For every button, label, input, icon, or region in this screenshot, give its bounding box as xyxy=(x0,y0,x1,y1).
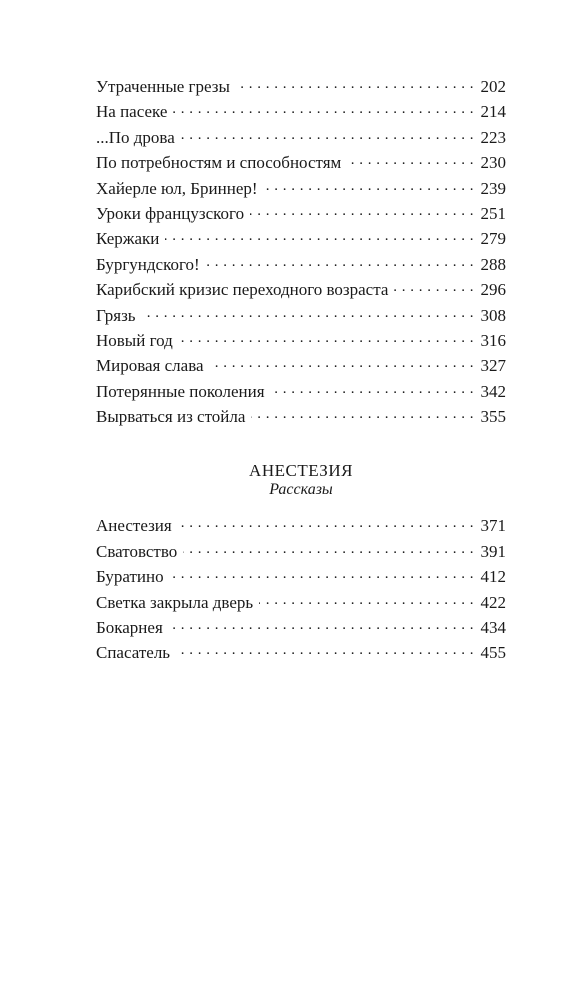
toc-leader-dots xyxy=(259,590,474,608)
toc-entry-page: 455 xyxy=(480,643,506,663)
toc-entry-page: 342 xyxy=(480,381,506,401)
toc-entry[interactable] xyxy=(96,277,506,302)
toc-leader-dots xyxy=(165,226,474,244)
toc-entry-page: 327 xyxy=(480,356,506,376)
toc-entry-page: 239 xyxy=(480,178,506,198)
toc-leader-dots xyxy=(181,125,474,143)
toc-entry[interactable] xyxy=(96,590,506,615)
toc-leader-dots xyxy=(394,277,474,295)
toc-entry-title: Бургундского! xyxy=(96,254,200,274)
toc-leader-dots xyxy=(210,353,474,371)
toc-entry[interactable] xyxy=(96,176,506,201)
toc-entry-page: 296 xyxy=(480,280,506,300)
toc-entry-page: 434 xyxy=(480,618,506,638)
toc-entry[interactable] xyxy=(96,150,506,175)
toc-entry[interactable] xyxy=(96,252,506,277)
toc-leader-dots xyxy=(179,328,474,346)
toc-entry-title: Спасатель xyxy=(96,643,171,663)
toc-entry-title: Кержаки xyxy=(96,229,160,249)
toc-entry-title: Сватовство xyxy=(96,541,178,561)
toc-list-part2 xyxy=(96,513,506,665)
toc-entry-title: Грязь xyxy=(96,305,136,325)
toc-entry-title: Светка закрыла дверь xyxy=(96,592,254,612)
toc-entry-page: 279 xyxy=(480,229,506,249)
section-heading: АНЕСТЕЗИЯ xyxy=(249,461,353,481)
toc-entry-title: На пасеке xyxy=(96,102,168,122)
toc-entry[interactable] xyxy=(96,615,506,640)
toc-entry[interactable] xyxy=(96,564,506,589)
toc-leader-dots xyxy=(142,303,474,321)
toc-leader-dots xyxy=(176,640,474,658)
toc-entry-title: Анестезия xyxy=(96,516,172,536)
toc-entry[interactable] xyxy=(96,379,506,404)
toc-leader-dots xyxy=(173,99,474,117)
toc-entry-page: 422 xyxy=(480,592,506,612)
toc-list-part1 xyxy=(96,74,506,429)
toc-entry-title: Потерянные поколения xyxy=(96,381,265,401)
toc-entry-title: Уроки французского xyxy=(96,203,245,223)
toc-entry-title: Карибский кризис переходного возраста xyxy=(96,280,389,300)
toc-leader-dots xyxy=(251,404,474,422)
toc-leader-dots xyxy=(183,539,474,557)
toc-entry-page: 202 xyxy=(480,77,506,96)
toc-leader-dots xyxy=(178,513,474,531)
toc-entry-title: Мировая слава xyxy=(96,356,204,376)
toc-entry-page: 371 xyxy=(480,516,506,536)
toc-entry[interactable] xyxy=(96,125,506,150)
toc-leader-dots xyxy=(347,150,474,168)
toc-entry-page: 316 xyxy=(480,330,506,350)
toc-entry-title: По потребностям и способностям xyxy=(96,153,342,173)
toc-entry[interactable] xyxy=(96,328,506,353)
toc-entry-title: ...По дрова xyxy=(96,127,175,147)
toc-entry[interactable] xyxy=(96,303,506,328)
toc-leader-dots xyxy=(169,615,474,633)
table-of-contents-page xyxy=(96,74,506,666)
toc-entry-page: 355 xyxy=(480,407,506,427)
toc-entry-page: 308 xyxy=(480,305,506,325)
toc-entry-page: 223 xyxy=(480,127,506,147)
toc-entry[interactable] xyxy=(96,404,506,429)
toc-leader-dots xyxy=(236,74,474,92)
toc-entry-title: Буратино xyxy=(96,567,164,587)
toc-leader-dots xyxy=(271,379,474,397)
toc-entry-title: Утраченные грезы xyxy=(96,77,230,96)
toc-entry[interactable] xyxy=(96,74,506,99)
toc-entry-title: Бокарнея xyxy=(96,618,163,638)
toc-entry[interactable] xyxy=(96,353,506,378)
toc-leader-dots xyxy=(264,176,474,194)
toc-entry-title: Новый год xyxy=(96,330,173,350)
toc-entry-page: 214 xyxy=(480,102,506,122)
toc-entry-page: 288 xyxy=(480,254,506,274)
toc-entry-page: 391 xyxy=(480,541,506,561)
section-subheading: Рассказы xyxy=(269,481,333,499)
toc-entry[interactable] xyxy=(96,99,506,124)
toc-entry[interactable] xyxy=(96,539,506,564)
toc-entry[interactable] xyxy=(96,226,506,251)
toc-entry-title: Вырваться из стойла xyxy=(96,407,246,427)
toc-entry-page: 251 xyxy=(480,203,506,223)
toc-leader-dots xyxy=(206,252,474,270)
toc-entry[interactable] xyxy=(96,513,506,538)
toc-leader-dots xyxy=(250,201,474,219)
toc-entry[interactable] xyxy=(96,640,506,665)
toc-entry-page: 230 xyxy=(480,153,506,173)
toc-entry[interactable] xyxy=(96,201,506,226)
toc-leader-dots xyxy=(170,564,474,582)
toc-entry-page: 412 xyxy=(480,567,506,587)
toc-entry-title: Хайерле юл, Бриннер! xyxy=(96,178,258,198)
